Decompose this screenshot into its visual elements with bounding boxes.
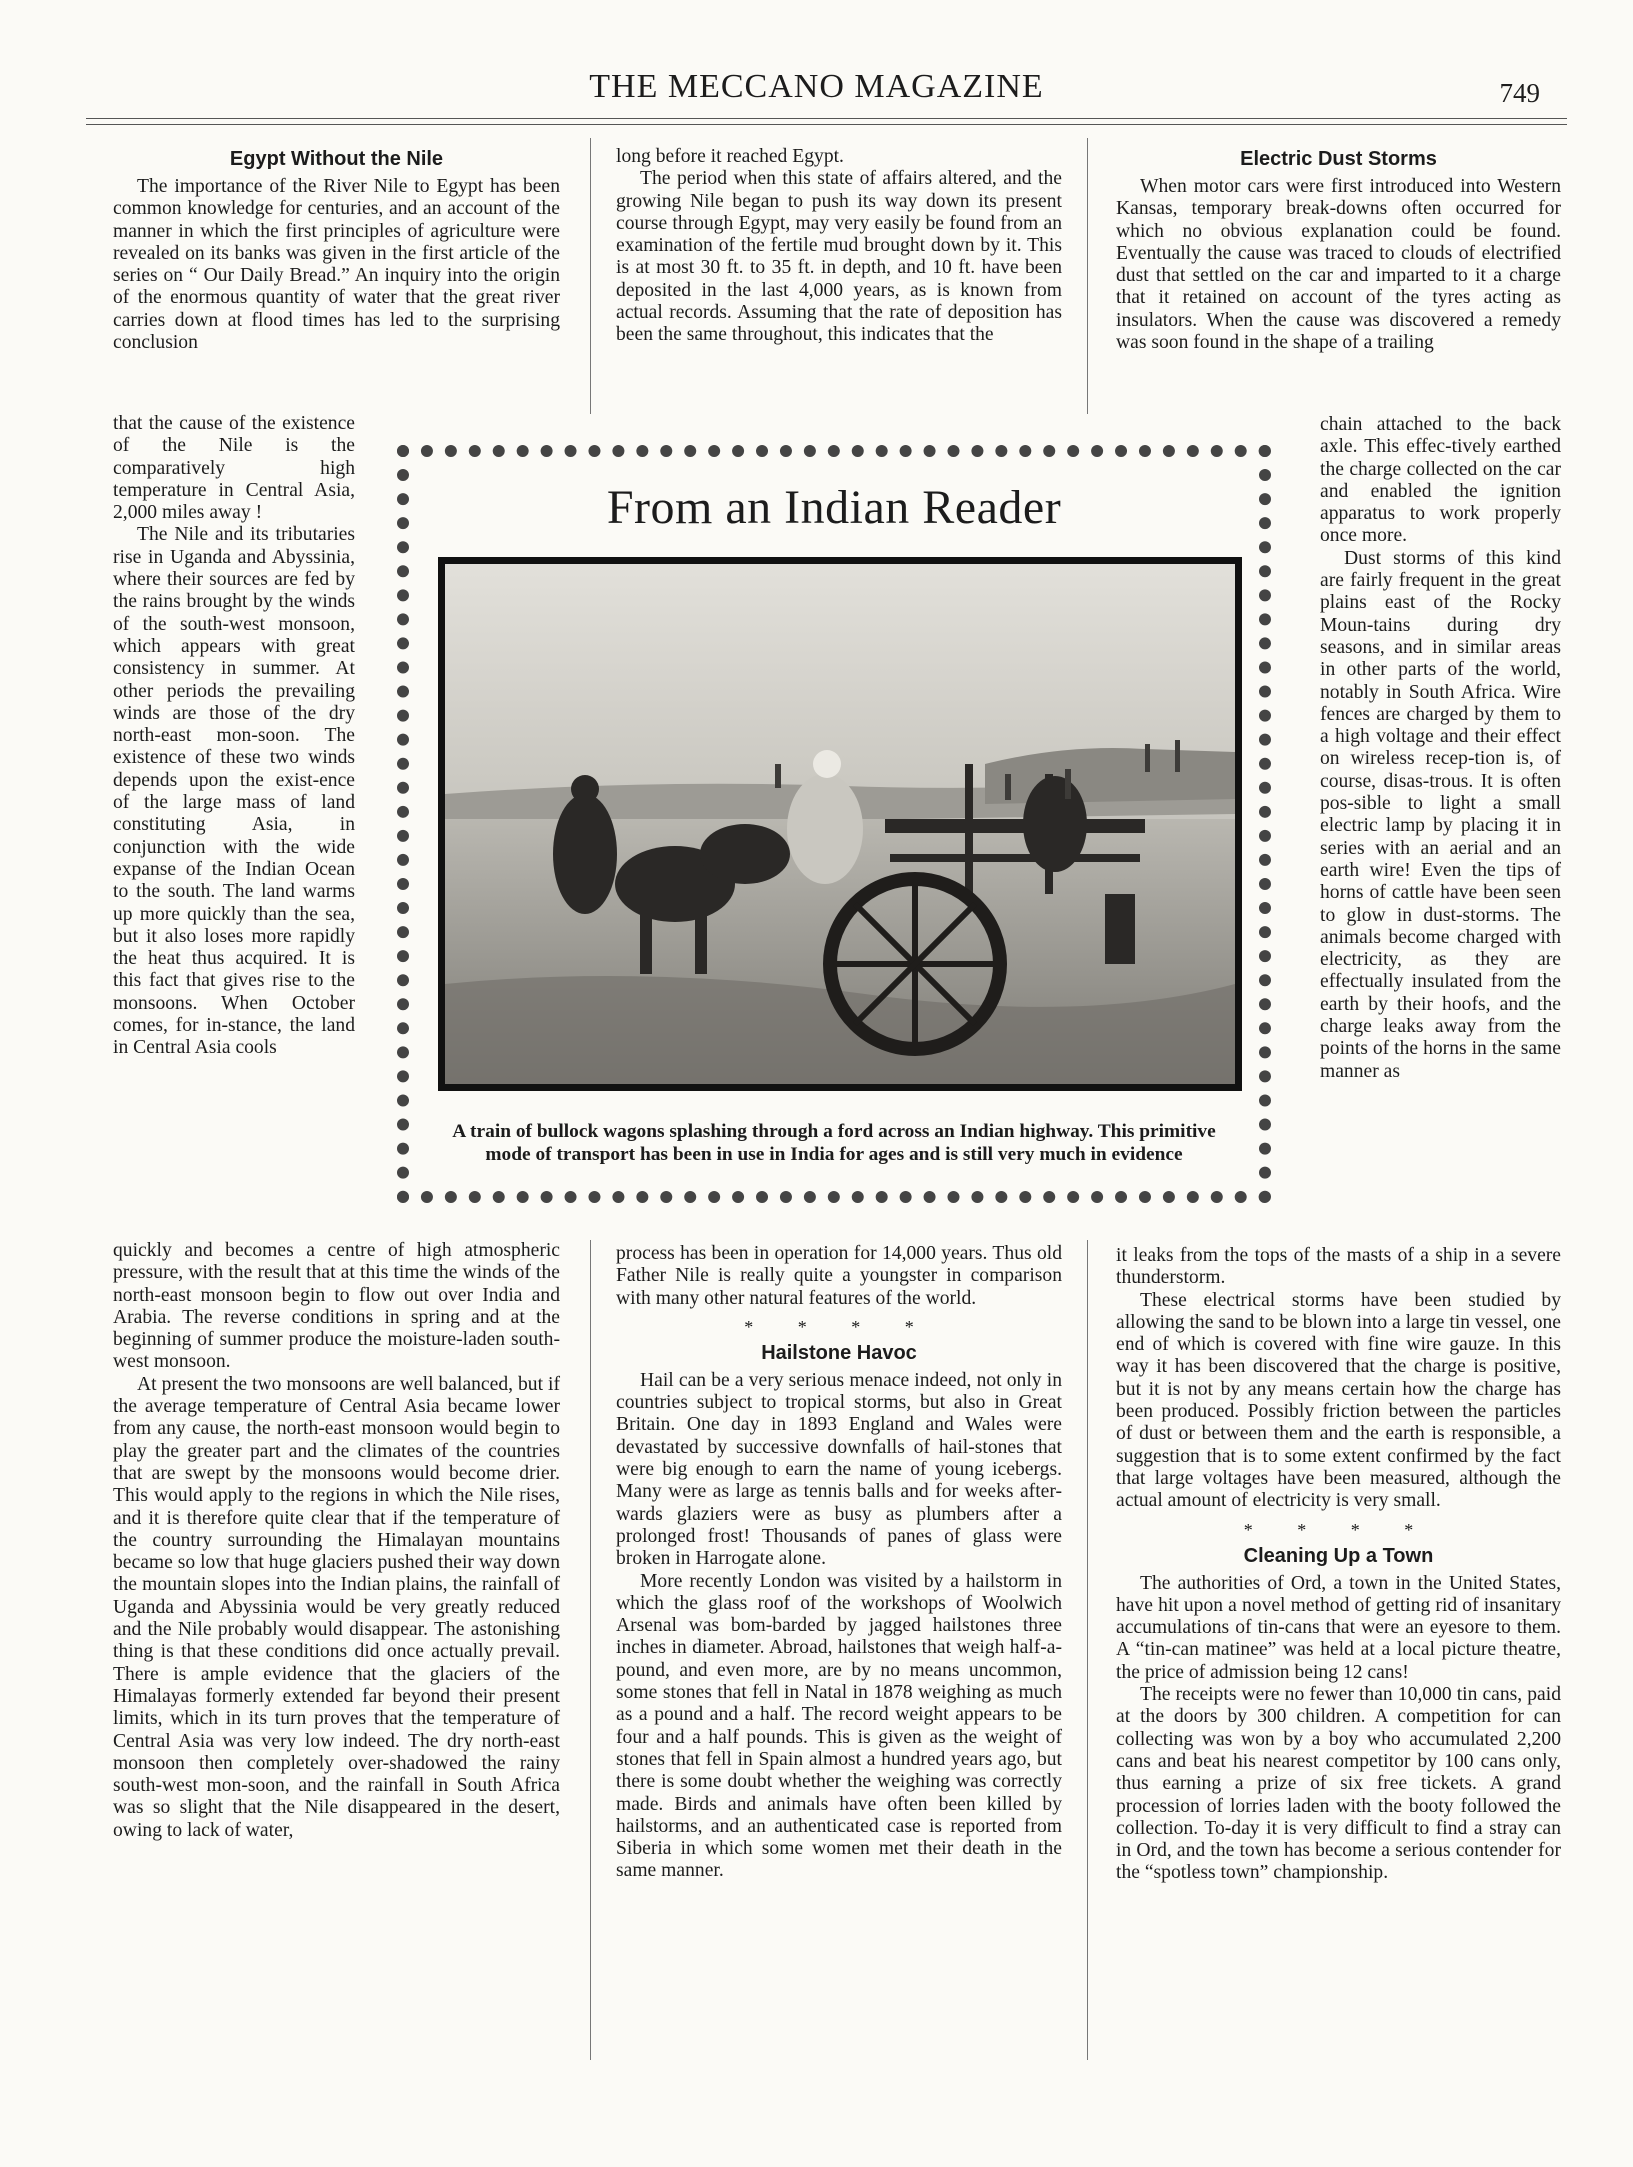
column-rule-right-bottom [1087,1240,1088,2060]
section-stars: * * * * [1243,1519,1434,1540]
column-3-top [1116,146,1561,354]
column-1-lower [113,1240,560,1842]
paragraph: that the cause of the existence of the Nile is the comparatively high temperature in Central Asia, 2,000 miles away ! [113,413,355,524]
paragraph: it leaks from the tops of the masts of a ship in a severe thunderstorm. [1116,1245,1561,1289]
paragraph: chain attached to the back axle. This effec-tively earthed the charge collected on the car and enabled the ignition apparatus to work properly once more. [1320,414,1561,547]
paragraph: The period when this state of affairs altered, and the growing Nile began to push its way down its present course through Egypt, may very easily be found from an examination of the fertile mud brought down by it. This is at most 30 ft. to 35 ft. in depth, and 10 ft. have been deposited in the last 4,000 years, as is known from actual records. Assuming that the rate of deposition has been the same throughout, this indicates that the [616,168,1062,346]
column-1 [113,146,560,354]
photo-caption: A train of bullock wagons splashing through a ford across an Indian highway. This primitive mode of transport has been in use in India for ages and is still very much in evidence [452,1121,1216,1165]
column-3-narrow [1320,414,1561,1083]
paragraph: Dust storms of this kind are fairly frequent in the great plains east of the Rocky Moun-tains during dry seasons, and in similar areas in other parts of the world, notably in South Africa. Wire fences are charged by them to a high voltage and their effect on wireless recep-tion is, of course, disas-trous. It is often pos-sible to light a small electric lamp by placing it in series with an aerial and an earth wire! Even the tips of horns of cattle have been seen to glow in dust-storms. The animals become charged with electricity, as they are effectually insulated from the earth by their hoofs, and the charge leaks away from the points of the horns in the same manner as [1320,547,1561,1082]
paragraph: quickly and becomes a centre of high atmospheric pressure, with the result that at this time the winds of the north-east monsoon begin to flow out over India and Arabia. The reverse conditions in spring and at the beginning of summer produce the moisture-laden south-west monsoon. [113,1240,560,1373]
paragraph: When motor cars were first introduced into Western Kansas, temporary break-downs often occurred for which no obvious explanation could be found. Eventually the cause was traced to clouds of electrified dust that settled on the car and imparted to it a charge that it retained on account of the tyres acting as insulators. When the cause was discovered a remedy was soon found in the shape of a trailing [1116,176,1561,354]
column-rule-left-bottom [590,1240,591,2060]
column-rule-left-top [590,138,591,414]
column-2-bottom [616,1243,1062,1883]
paragraph: More recently London was visited by a hailstorm in which the glass roof of the workshops of Woolwich Arsenal was bom-barded by jagged hailstones three inches in diameter. Abroad, hailstones that weigh half-a-pound, and even more, are by no means uncommon, some stones that fell in Natal in 1878 weighing as much as a pound and a half. The record weight appears to be four and a half pounds. This is given as the weight of stones that fell in Spain almost a hundred years ago, but there is some doubt whether the weighing was correctly made. Birds and animals have often been killed by hailstorms, and an authenticated case is reported from Siberia in which some women met their death in the same manner. [616,1570,1062,1882]
paragraph: The authorities of Ord, a town in the United States, have hit upon a novel method of getting rid of insanitary accumulations of tin-cans that were an eyesore to them. A “tin-can matinee” was held at a local picture theatre, the price of admission being 12 cans! [1116,1572,1561,1683]
paragraph: Hail can be a very serious menace indeed, not only in countries subject to tropical storms, but also in Great Britain. One day in 1893 England and Wales were devastated by successive downfalls of hail-stones that were big enough to earn the name of young icebergs. Many were as large as tennis balls and for weeks after-wards glaziers were as busy as plumbers after a prolonged frost! Thousands of panes of glass were broken in Harrogate alone. [616,1369,1062,1570]
paragraph: These electrical storms have been studied by allowing the sand to be blown into a large tin vessel, one end of which is covered with fine wire gauze. In this way it has been discovered that the charge is positive, but it is not by any means certain how the charge has been produced. Possibly friction between the particles of dust or between them and the earth is responsible, a suggestion that is to some extent confirmed by the fact that large voltages have been measured, although the actual amount of electricity is very small. [1116,1289,1561,1512]
article-heading-egypt: Egypt Without the Nile [229,148,444,170]
feature-title: From an Indian Reader [606,481,1062,534]
column-rule-right-top [1087,138,1088,414]
article-heading-hailstone: Hailstone Havoc [761,1341,917,1364]
paragraph: The receipts were no fewer than 10,000 tin cans, paid at the doors by 300 children. A competition for can collecting was won by a boy who accumulated 2,200 cans and beat his nearest competitor by 100 cans only, thus earning a prize of six free tickets. A grand procession of lorries laden with the booty followed the collection. To-day it is very difficult to find a stray can in Ord, and the town has become a serious contender for the “spotless town” championship. [1116,1684,1561,1884]
column-3-lower [1116,1245,1561,1885]
paragraph: process has been in operation for 14,000 years. Thus old Father Nile is really quite a youngster in comparison with many other natural features of the world. [616,1243,1062,1309]
paragraph: long before it reached Egypt. [616,146,844,167]
header-rule [86,118,1567,119]
feature-box [397,445,1271,1203]
section-stars: * * * * [744,1316,934,1337]
paragraph: The importance of the River Nile to Egypt has been common knowledge for centuries, and an account of the manner in which the first principles of agriculture were revealed on its banks was given in the first article of the series on “ Our Daily Bread.” An inquiry into the origin of the enormous quantity of water that the great river carries down at flood times has led to the surprising conclusion [113,176,560,354]
article-heading-dust-storms: Electric Dust Storms [1240,148,1437,170]
column-2-top [616,146,1062,347]
column-1-narrow [113,413,355,1060]
page-number: 749 [1499,78,1540,108]
magazine-title: THE MECCANO MAGAZINE [589,68,1044,105]
header-rule-lower [86,124,1567,125]
article-heading-cleaning: Cleaning Up a Town [1243,1544,1434,1567]
photo-illustration [445,564,1235,1084]
paragraph: The Nile and its tributaries rise in Uganda and Abyssinia, where their sources are fed by the rains brought by the winds of the south-west monsoon, which appears with great consistency in summer. At other periods the prevailing winds are those of the dry north-east mon-soon. The existence of these two winds depends upon the exist-ence of the large mass of land constituting Asia, in conjunction with the wide expanse of the Indian Ocean to the south. The land warms up more quickly than the sea, but it also loses more rapidly the heat thus acquired. It is this fact that gives rise to the monsoons. When October comes, for in-stance, the land in Central Asia cools [113,524,355,1059]
bullock-wagon-photo [438,557,1242,1091]
paragraph: At present the two monsoons are well balanced, but if the average temperature of Central Asia became lower from any cause, the north-east monsoon would begin to play the greater part and the climates of the countries that are swept by the monsoons would become drier. This would apply to the regions in which the Nile rises, and it is therefore quite clear that if the temperature of the country surrounding the Himalayan mountains became so low that huge glaciers pushed their way down the mountain slopes into the Indian plains, the rainfall of Uganda and Abyssinia would be very greatly reduced and the Nile probably would disappear. The astonishing thing is that these conditions did once actually prevail. There is ample evidence that the glaciers of the Himalayas formerly extended far beyond their present limits, which in its turn proves that the temperature of Central Asia was very low indeed. The dry north-east monsoon then completely over-shadowed the rainy south-west mon-soon, and the rainfall in South Africa was so slight that the Nile disappeared in the desert, owing to lack of water, [113,1373,560,1841]
